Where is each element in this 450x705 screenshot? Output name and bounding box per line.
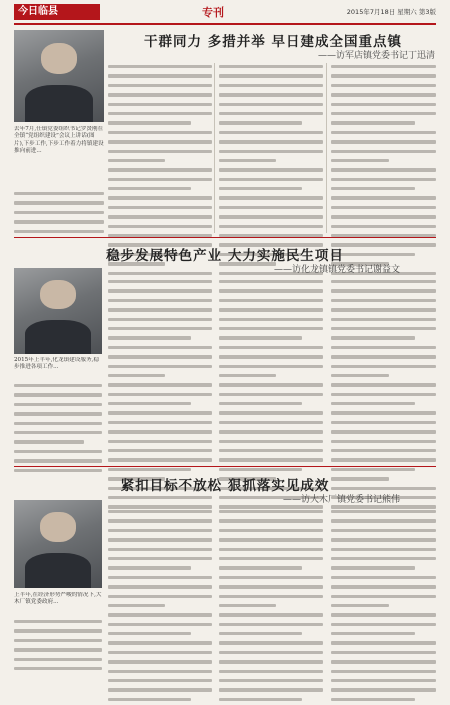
text-line — [219, 698, 323, 705]
text-line — [219, 510, 323, 517]
article1-subhead: ——访军店镇党委书记丁迅清 — [317, 51, 435, 61]
text-line — [14, 201, 104, 208]
text-line — [108, 103, 212, 110]
text-line — [219, 225, 323, 232]
text-line — [219, 548, 323, 555]
text-line — [331, 131, 436, 138]
text-line — [331, 529, 436, 536]
text-line — [108, 430, 212, 437]
text-line — [14, 431, 102, 438]
text-line — [108, 411, 212, 418]
text-line — [331, 548, 436, 555]
text-line — [331, 121, 436, 128]
text-line — [108, 613, 212, 620]
text-line — [219, 595, 323, 602]
article3-subhead: ——访大木厂镇党委书记熊伟 — [282, 495, 400, 505]
text-line — [108, 623, 212, 630]
text-line — [219, 336, 323, 343]
text-line — [219, 421, 323, 428]
text-line — [108, 159, 212, 166]
text-line — [219, 318, 323, 325]
text-line — [331, 679, 436, 686]
text-line — [219, 159, 323, 166]
text-line — [331, 557, 436, 564]
text-line — [108, 365, 212, 372]
text-line — [219, 74, 323, 81]
text-line — [331, 623, 436, 630]
section-divider — [14, 237, 436, 238]
column-rule — [326, 63, 327, 233]
text-line — [108, 670, 212, 677]
article2-subhead: ——访化龙镇镇党委书记谢益文 — [273, 265, 400, 275]
text-line — [219, 660, 323, 667]
article3-portrait-photo — [14, 500, 102, 588]
text-line — [219, 103, 323, 110]
text-line — [108, 688, 212, 695]
text-line — [219, 299, 323, 306]
text-line — [331, 393, 436, 400]
text-line — [331, 84, 436, 91]
text-line — [14, 450, 102, 457]
text-line — [331, 327, 436, 334]
text-line — [108, 225, 212, 232]
text-line — [219, 529, 323, 536]
text-line — [108, 289, 212, 296]
text-line — [108, 74, 212, 81]
text-line — [108, 150, 212, 157]
text-line — [14, 384, 102, 391]
text-line — [219, 632, 323, 639]
article3-body-col0 — [14, 618, 102, 674]
text-line — [108, 421, 212, 428]
text-line — [331, 613, 436, 620]
text-line — [108, 604, 212, 611]
text-line — [219, 365, 323, 372]
article3-body-col3 — [331, 508, 436, 705]
text-line — [331, 430, 436, 437]
text-line — [331, 632, 436, 639]
text-line — [219, 187, 323, 194]
section-title: 专刊 — [202, 6, 224, 19]
text-line — [331, 595, 436, 602]
text-line — [331, 576, 436, 583]
text-line — [331, 168, 436, 175]
text-line — [331, 346, 436, 353]
text-line — [331, 299, 436, 306]
text-line — [14, 403, 102, 410]
text-line — [219, 206, 323, 213]
text-line — [331, 458, 436, 465]
text-line — [108, 327, 212, 334]
page-header — [14, 4, 436, 22]
article1-body-col0 — [14, 190, 104, 237]
text-line — [331, 93, 436, 100]
text-line — [108, 510, 212, 517]
section-divider — [14, 466, 436, 467]
text-line — [108, 140, 212, 147]
text-line — [219, 411, 323, 418]
text-line — [219, 440, 323, 447]
text-line — [219, 383, 323, 390]
text-line — [331, 65, 436, 72]
text-line — [219, 679, 323, 686]
column-rule — [214, 63, 215, 233]
text-line — [219, 393, 323, 400]
text-line — [108, 529, 212, 536]
text-line — [331, 103, 436, 110]
text-line — [108, 651, 212, 658]
text-line — [331, 421, 436, 428]
text-line — [108, 566, 212, 573]
text-line — [331, 688, 436, 695]
text-line — [108, 585, 212, 592]
text-line — [331, 585, 436, 592]
text-line — [219, 576, 323, 583]
text-line — [331, 698, 436, 705]
text-line — [219, 402, 323, 409]
text-line — [108, 65, 212, 72]
date-line: 2015年7月18日 星期六 第3版 — [346, 8, 436, 16]
text-line — [219, 112, 323, 119]
text-line — [331, 449, 436, 456]
text-line — [331, 280, 436, 287]
text-line — [331, 140, 436, 147]
text-line — [219, 121, 323, 128]
text-line — [219, 651, 323, 658]
text-line — [331, 196, 436, 203]
text-line — [219, 430, 323, 437]
text-line — [108, 458, 212, 465]
text-line — [219, 131, 323, 138]
text-line — [14, 440, 102, 447]
article3-headline: 紧扣目标不放松 狠抓落实见成效 — [120, 478, 330, 494]
text-line — [14, 667, 102, 674]
article2-portrait-photo — [14, 268, 102, 354]
text-line — [14, 658, 102, 665]
text-line — [331, 308, 436, 315]
text-line — [219, 458, 323, 465]
text-line — [331, 336, 436, 343]
text-line — [108, 519, 212, 526]
article2-body-col0 — [14, 382, 102, 476]
text-line — [219, 566, 323, 573]
text-line — [331, 538, 436, 545]
text-line — [219, 449, 323, 456]
text-line — [331, 289, 436, 296]
article3-body-col2 — [219, 508, 323, 705]
text-line — [331, 112, 436, 119]
text-line — [108, 178, 212, 185]
text-line — [108, 131, 212, 138]
text-line — [331, 651, 436, 658]
text-line — [14, 220, 104, 227]
article1-photo-caption: 去年7月,任镇党委组织书记罗贤刚在全镇“党组织建设”会议上讲话(图片),下步工作,下步工作着力将镇建设推向前进... — [14, 126, 104, 155]
text-line — [331, 150, 436, 157]
text-line — [219, 196, 323, 203]
text-line — [108, 632, 212, 639]
text-line — [331, 440, 436, 447]
text-line — [108, 84, 212, 91]
text-line — [14, 230, 104, 237]
text-line — [331, 187, 436, 194]
text-line — [219, 557, 323, 564]
paper-logo: 今日临县 — [14, 4, 100, 20]
text-line — [108, 308, 212, 315]
text-line — [108, 595, 212, 602]
article1-headline: 干群同力 多措并举 早日建成全国重点镇 — [144, 34, 402, 50]
text-line — [331, 510, 436, 517]
text-line — [219, 308, 323, 315]
text-line — [331, 74, 436, 81]
text-line — [219, 178, 323, 185]
text-line — [331, 566, 436, 573]
text-line — [331, 318, 436, 325]
article3-photo-caption: 上半年,在经济形势严峻的情况下,大木厂镇党委政府... — [14, 592, 102, 606]
text-line — [331, 159, 436, 166]
text-line — [219, 670, 323, 677]
text-line — [14, 422, 102, 429]
text-line — [219, 688, 323, 695]
article2-photo-caption: 2015年上半年,化龙镇建设服务,稳步推进各项工作... — [14, 357, 99, 371]
text-line — [219, 355, 323, 362]
text-line — [219, 140, 323, 147]
text-line — [108, 121, 212, 128]
text-line — [219, 168, 323, 175]
text-line — [108, 168, 212, 175]
text-line — [219, 215, 323, 222]
text-line — [331, 604, 436, 611]
article2-headline: 稳步发展特色产业 大力实施民生项目 — [106, 248, 344, 264]
header-rule — [14, 23, 436, 25]
text-line — [108, 206, 212, 213]
text-line — [331, 402, 436, 409]
text-line — [331, 670, 436, 677]
text-line — [108, 299, 212, 306]
text-line — [331, 660, 436, 667]
text-line — [108, 280, 212, 287]
text-line — [219, 585, 323, 592]
text-line — [219, 93, 323, 100]
text-line — [219, 150, 323, 157]
text-line — [219, 84, 323, 91]
text-line — [14, 629, 102, 636]
text-line — [108, 112, 212, 119]
text-line — [14, 211, 104, 218]
text-line — [219, 623, 323, 630]
text-line — [108, 346, 212, 353]
text-line — [108, 449, 212, 456]
article1-portrait-photo — [14, 30, 104, 122]
text-line — [331, 641, 436, 648]
text-line — [108, 538, 212, 545]
text-line — [108, 355, 212, 362]
text-line — [108, 318, 212, 325]
text-line — [14, 393, 102, 400]
text-line — [331, 374, 436, 381]
text-line — [14, 639, 102, 646]
text-line — [14, 192, 104, 199]
text-line — [108, 641, 212, 648]
text-line — [108, 679, 212, 686]
text-line — [331, 215, 436, 222]
text-line — [108, 374, 212, 381]
text-line — [108, 698, 212, 705]
text-line — [331, 365, 436, 372]
text-line — [14, 620, 102, 627]
text-line — [331, 411, 436, 418]
text-line — [219, 327, 323, 334]
text-line — [14, 412, 102, 419]
text-line — [108, 215, 212, 222]
text-line — [108, 196, 212, 203]
text-line — [14, 648, 102, 655]
text-line — [219, 65, 323, 72]
text-line — [108, 393, 212, 400]
text-line — [108, 440, 212, 447]
text-line — [219, 280, 323, 287]
text-line — [219, 538, 323, 545]
text-line — [219, 641, 323, 648]
text-line — [219, 374, 323, 381]
text-line — [219, 519, 323, 526]
text-line — [108, 660, 212, 667]
text-line — [331, 519, 436, 526]
text-line — [331, 383, 436, 390]
text-line — [108, 93, 212, 100]
text-line — [331, 178, 436, 185]
article3-body-col1 — [108, 508, 212, 705]
text-line — [108, 557, 212, 564]
text-line — [108, 187, 212, 194]
text-line — [219, 346, 323, 353]
text-line — [219, 289, 323, 296]
text-line — [108, 402, 212, 409]
text-line — [331, 355, 436, 362]
text-line — [331, 225, 436, 232]
text-line — [219, 604, 323, 611]
text-line — [108, 548, 212, 555]
text-line — [108, 576, 212, 583]
text-line — [108, 336, 212, 343]
text-line — [219, 613, 323, 620]
text-line — [108, 383, 212, 390]
text-line — [331, 206, 436, 213]
